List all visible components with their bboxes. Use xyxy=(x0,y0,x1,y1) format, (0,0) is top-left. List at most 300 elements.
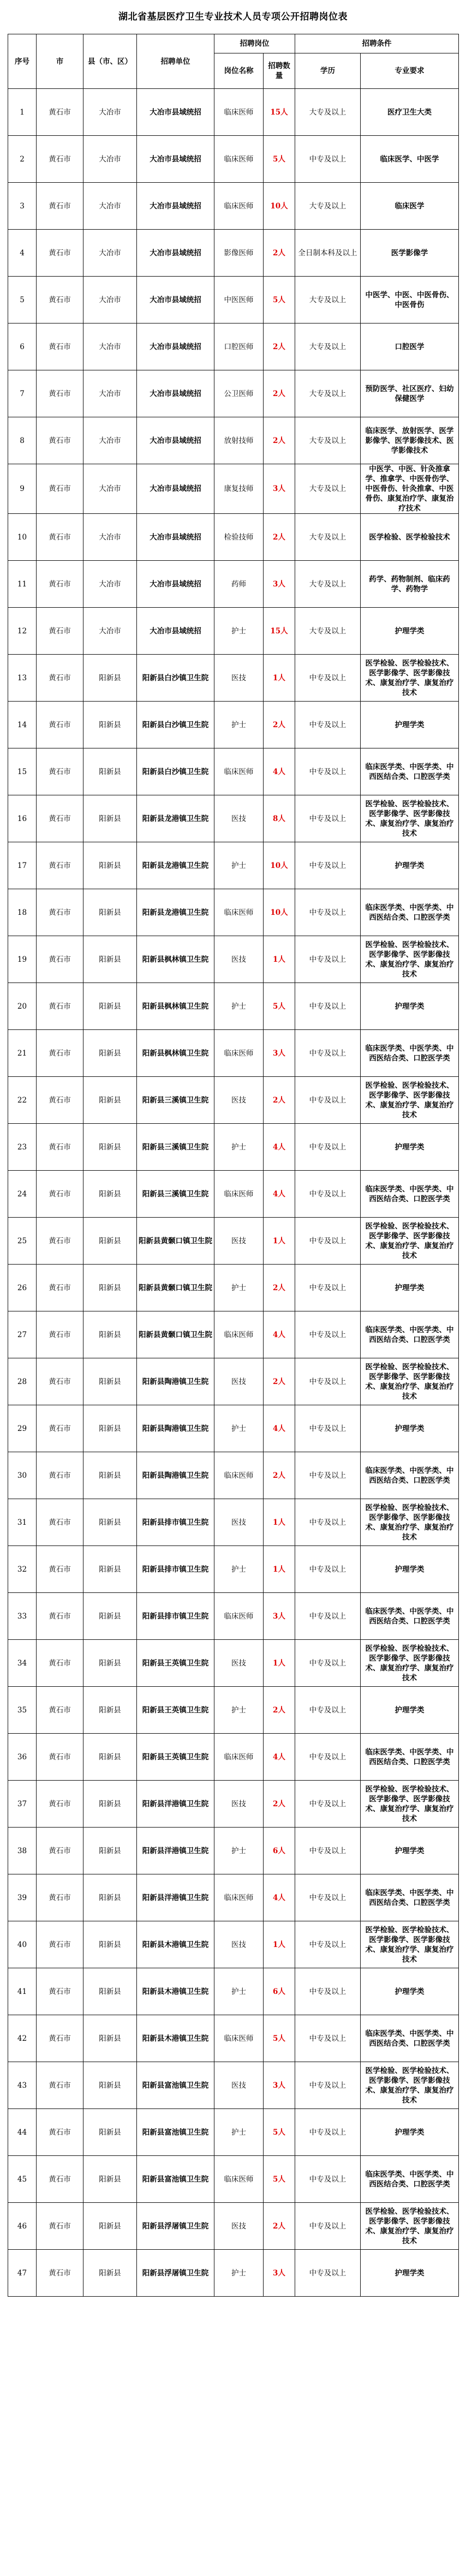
cell-count: 5人 xyxy=(264,983,295,1030)
cell-post: 护士 xyxy=(214,1265,264,1311)
cell-post: 护士 xyxy=(214,2109,264,2156)
cell-post: 医技 xyxy=(214,936,264,983)
cell-count: 3人 xyxy=(264,464,295,514)
cell-city: 黄石市 xyxy=(37,1499,83,1546)
cell-major: 护理学类 xyxy=(361,842,459,889)
cell-seq: 46 xyxy=(8,2203,37,2250)
cell-unit: 大冶市县域统招 xyxy=(137,514,214,561)
cell-edu: 中专及以上 xyxy=(295,842,361,889)
table-row xyxy=(8,2062,459,2109)
cell-seq: 14 xyxy=(8,702,37,748)
cell-post: 临床医师 xyxy=(214,1311,264,1358)
table-row xyxy=(8,1265,459,1311)
cell-unit: 阳新县枫林镇卫生院 xyxy=(137,936,214,983)
cell-city: 黄石市 xyxy=(37,1265,83,1311)
table-row xyxy=(8,1687,459,1734)
cell-city: 黄石市 xyxy=(37,1218,83,1265)
cell-city: 黄石市 xyxy=(37,1030,83,1077)
cell-major: 医学检验、医学检验技术、医学影像学、医学影像技术、康复治疗学、康复治疗技术 xyxy=(361,1781,459,1828)
cell-edu: 中专及以上 xyxy=(295,1311,361,1358)
cell-seq: 33 xyxy=(8,1593,37,1640)
cell-seq: 23 xyxy=(8,1124,37,1171)
cell-city: 黄石市 xyxy=(37,1781,83,1828)
cell-major: 护理学类 xyxy=(361,1828,459,1874)
cell-seq: 47 xyxy=(8,2250,37,2297)
cell-unit: 阳新县富池镇卫生院 xyxy=(137,2156,214,2203)
cell-county: 阳新县 xyxy=(83,702,137,748)
table-row xyxy=(8,417,459,464)
cell-city: 黄石市 xyxy=(37,1452,83,1499)
cell-count: 1人 xyxy=(264,1640,295,1687)
table-row xyxy=(8,2156,459,2203)
cell-count: 2人 xyxy=(264,1358,295,1405)
cell-count: 6人 xyxy=(264,1968,295,2015)
cell-edu: 中专及以上 xyxy=(295,2203,361,2250)
cell-county: 阳新县 xyxy=(83,1077,137,1124)
cell-edu: 大专及以上 xyxy=(295,561,361,608)
cell-seq: 37 xyxy=(8,1781,37,1828)
cell-edu: 中专及以上 xyxy=(295,1265,361,1311)
cell-unit: 大冶市县域统招 xyxy=(137,183,214,230)
cell-city: 黄石市 xyxy=(37,514,83,561)
cell-seq: 3 xyxy=(8,183,37,230)
cell-seq: 21 xyxy=(8,1030,37,1077)
cell-seq: 26 xyxy=(8,1265,37,1311)
cell-edu: 中专及以上 xyxy=(295,2015,361,2062)
cell-seq: 9 xyxy=(8,464,37,514)
cell-edu: 大专及以上 xyxy=(295,324,361,370)
cell-major: 护理学类 xyxy=(361,702,459,748)
table-row xyxy=(8,1311,459,1358)
table-row xyxy=(8,983,459,1030)
cell-count: 1人 xyxy=(264,1921,295,1968)
cell-unit: 阳新县王英镇卫生院 xyxy=(137,1640,214,1687)
cell-seq: 45 xyxy=(8,2156,37,2203)
cell-edu: 中专及以上 xyxy=(295,702,361,748)
cell-count: 4人 xyxy=(264,748,295,795)
table-row xyxy=(8,230,459,277)
cell-county: 阳新县 xyxy=(83,1968,137,2015)
cell-edu: 中专及以上 xyxy=(295,1124,361,1171)
cell-major: 医学检验、医学检验技术、医学影像学、医学影像技术、康复治疗学、康复治疗技术 xyxy=(361,1921,459,1968)
cell-seq: 44 xyxy=(8,2109,37,2156)
table-row xyxy=(8,1358,459,1405)
cell-major: 药学、药物制剂、临床药学、药物学 xyxy=(361,561,459,608)
cell-seq: 40 xyxy=(8,1921,37,1968)
cell-county: 阳新县 xyxy=(83,1828,137,1874)
cell-seq: 24 xyxy=(8,1171,37,1218)
cell-seq: 10 xyxy=(8,514,37,561)
cell-unit: 大冶市县域统招 xyxy=(137,230,214,277)
cell-major: 临床医学 xyxy=(361,183,459,230)
cell-post: 放射技师 xyxy=(214,417,264,464)
cell-post: 临床医师 xyxy=(214,1171,264,1218)
cell-major: 医学检验、医学检验技术、医学影像学、医学影像技术、康复治疗学、康复治疗技术 xyxy=(361,655,459,702)
cell-edu: 中专及以上 xyxy=(295,1546,361,1593)
cell-count: 4人 xyxy=(264,1171,295,1218)
cell-major: 医学检验、医学检验技术、医学影像学、医学影像技术、康复治疗学、康复治疗技术 xyxy=(361,936,459,983)
cell-major: 中医学、中医、针灸推拿学、推拿学、中医骨伤学、中医骨伤、针灸推拿、中医骨伤、康复治疗学、康复治疗技术 xyxy=(361,464,459,514)
cell-major: 预防医学、社区医疗、妇幼保健医学 xyxy=(361,370,459,417)
cell-edu: 中专及以上 xyxy=(295,1452,361,1499)
table-row xyxy=(8,702,459,748)
cell-major: 医学检验、医学检验技术、医学影像学、医学影像技术、康复治疗学、康复治疗技术 xyxy=(361,1499,459,1546)
cell-count: 2人 xyxy=(264,230,295,277)
cell-city: 黄石市 xyxy=(37,417,83,464)
cell-post: 中医医师 xyxy=(214,277,264,324)
cell-unit: 阳新县陶港镇卫生院 xyxy=(137,1452,214,1499)
header-county: 县（市、区） xyxy=(83,34,137,89)
cell-post: 护士 xyxy=(214,702,264,748)
header-post-group: 招聘岗位 xyxy=(214,34,295,53)
cell-seq: 17 xyxy=(8,842,37,889)
cell-count: 8人 xyxy=(264,795,295,842)
table-row xyxy=(8,2250,459,2297)
cell-county: 阳新县 xyxy=(83,1593,137,1640)
table-row xyxy=(8,1171,459,1218)
cell-unit: 阳新县白沙镇卫生院 xyxy=(137,702,214,748)
cell-seq: 42 xyxy=(8,2015,37,2062)
cell-county: 阳新县 xyxy=(83,1687,137,1734)
cell-count: 10人 xyxy=(264,842,295,889)
cell-city: 黄石市 xyxy=(37,561,83,608)
cell-county: 阳新县 xyxy=(83,2109,137,2156)
cell-post: 医技 xyxy=(214,655,264,702)
table-row xyxy=(8,608,459,655)
cell-count: 10人 xyxy=(264,183,295,230)
table-row xyxy=(8,1546,459,1593)
table-row xyxy=(8,1921,459,1968)
cell-major: 医学检验、医学检验技术、医学影像学、医学影像技术、康复治疗学、康复治疗技术 xyxy=(361,795,459,842)
cell-unit: 阳新县排市镇卫生院 xyxy=(137,1546,214,1593)
cell-major: 临床医学类、中医学类、中西医结合类、口腔医学类 xyxy=(361,2156,459,2203)
cell-edu: 中专及以上 xyxy=(295,2250,361,2297)
cell-major: 医学检验、医学检验技术 xyxy=(361,514,459,561)
table-row xyxy=(8,1874,459,1921)
cell-edu: 中专及以上 xyxy=(295,136,361,183)
table-row xyxy=(8,1781,459,1828)
cell-city: 黄石市 xyxy=(37,1921,83,1968)
cell-edu: 中专及以上 xyxy=(295,2156,361,2203)
cell-county: 阳新县 xyxy=(83,1124,137,1171)
cell-major: 医学检验、医学检验技术、医学影像学、医学影像技术、康复治疗学、康复治疗技术 xyxy=(361,2203,459,2250)
cell-county: 大冶市 xyxy=(83,370,137,417)
cell-unit: 阳新县白沙镇卫生院 xyxy=(137,655,214,702)
cell-seq: 19 xyxy=(8,936,37,983)
cell-city: 黄石市 xyxy=(37,1640,83,1687)
cell-city: 黄石市 xyxy=(37,842,83,889)
cell-count: 4人 xyxy=(264,1874,295,1921)
cell-city: 黄石市 xyxy=(37,2015,83,2062)
table-row xyxy=(8,1030,459,1077)
table-row xyxy=(8,2015,459,2062)
cell-county: 大冶市 xyxy=(83,608,137,655)
cell-count: 6人 xyxy=(264,1828,295,1874)
cell-county: 大冶市 xyxy=(83,561,137,608)
cell-count: 4人 xyxy=(264,1734,295,1781)
cell-post: 临床医师 xyxy=(214,1593,264,1640)
cell-post: 医技 xyxy=(214,1921,264,1968)
cell-unit: 阳新县三溪镇卫生院 xyxy=(137,1171,214,1218)
table-row xyxy=(8,89,459,136)
cell-county: 大冶市 xyxy=(83,464,137,514)
cell-unit: 阳新县白沙镇卫生院 xyxy=(137,748,214,795)
cell-unit: 阳新县王英镇卫生院 xyxy=(137,1734,214,1781)
cell-seq: 13 xyxy=(8,655,37,702)
table-row xyxy=(8,748,459,795)
cell-count: 1人 xyxy=(264,936,295,983)
cell-count: 2人 xyxy=(264,1265,295,1311)
cell-count: 2人 xyxy=(264,514,295,561)
cell-edu: 中专及以上 xyxy=(295,1218,361,1265)
table-row xyxy=(8,1077,459,1124)
cell-unit: 阳新县黄颡口镇卫生院 xyxy=(137,1265,214,1311)
cell-edu: 中专及以上 xyxy=(295,2109,361,2156)
cell-city: 黄石市 xyxy=(37,1405,83,1452)
cell-major: 护理学类 xyxy=(361,1124,459,1171)
cell-seq: 2 xyxy=(8,136,37,183)
cell-seq: 1 xyxy=(8,89,37,136)
cell-major: 医疗卫生大类 xyxy=(361,89,459,136)
cell-edu: 大专及以上 xyxy=(295,183,361,230)
cell-city: 黄石市 xyxy=(37,2062,83,2109)
cell-edu: 中专及以上 xyxy=(295,795,361,842)
cell-unit: 阳新县木港镇卫生院 xyxy=(137,1968,214,2015)
cell-edu: 中专及以上 xyxy=(295,1499,361,1546)
cell-post: 临床医师 xyxy=(214,1734,264,1781)
cell-edu: 中专及以上 xyxy=(295,889,361,936)
cell-unit: 阳新县富池镇卫生院 xyxy=(137,2109,214,2156)
cell-county: 阳新县 xyxy=(83,655,137,702)
cell-post: 药师 xyxy=(214,561,264,608)
cell-count: 1人 xyxy=(264,1218,295,1265)
cell-edu: 中专及以上 xyxy=(295,936,361,983)
cell-unit: 阳新县枫林镇卫生院 xyxy=(137,1030,214,1077)
cell-seq: 34 xyxy=(8,1640,37,1687)
cell-count: 1人 xyxy=(264,655,295,702)
cell-post: 影像医师 xyxy=(214,230,264,277)
cell-seq: 39 xyxy=(8,1874,37,1921)
cell-post: 护士 xyxy=(214,1968,264,2015)
cell-edu: 大专及以上 xyxy=(295,417,361,464)
cell-seq: 29 xyxy=(8,1405,37,1452)
cell-count: 2人 xyxy=(264,702,295,748)
cell-city: 黄石市 xyxy=(37,655,83,702)
cell-city: 黄石市 xyxy=(37,1874,83,1921)
cell-city: 黄石市 xyxy=(37,1968,83,2015)
cell-seq: 6 xyxy=(8,324,37,370)
cell-seq: 41 xyxy=(8,1968,37,2015)
cell-edu: 中专及以上 xyxy=(295,2062,361,2109)
cell-count: 4人 xyxy=(264,1405,295,1452)
cell-county: 阳新县 xyxy=(83,1030,137,1077)
cell-city: 黄石市 xyxy=(37,277,83,324)
table-row xyxy=(8,464,459,514)
header-row-1 xyxy=(8,34,459,53)
cell-city: 黄石市 xyxy=(37,1077,83,1124)
cell-edu: 大专及以上 xyxy=(295,277,361,324)
cell-city: 黄石市 xyxy=(37,183,83,230)
cell-major: 口腔医学 xyxy=(361,324,459,370)
cell-edu: 中专及以上 xyxy=(295,1874,361,1921)
cell-unit: 阳新县枫林镇卫生院 xyxy=(137,983,214,1030)
cell-unit: 阳新县三溪镇卫生院 xyxy=(137,1124,214,1171)
cell-unit: 大冶市县域统招 xyxy=(137,561,214,608)
cell-count: 2人 xyxy=(264,1077,295,1124)
cell-county: 阳新县 xyxy=(83,2203,137,2250)
table-row xyxy=(8,1640,459,1687)
cell-count: 3人 xyxy=(264,2062,295,2109)
cell-major: 医学检验、医学检验技术、医学影像学、医学影像技术、康复治疗学、康复治疗技术 xyxy=(361,1358,459,1405)
cell-seq: 16 xyxy=(8,795,37,842)
cell-major: 护理学类 xyxy=(361,983,459,1030)
cell-post: 护士 xyxy=(214,2250,264,2297)
cell-unit: 阳新县龙港镇卫生院 xyxy=(137,795,214,842)
cell-count: 2人 xyxy=(264,370,295,417)
cell-major: 临床医学类、中医学类、中西医结合类、口腔医学类 xyxy=(361,1874,459,1921)
table-row xyxy=(8,889,459,936)
cell-post: 康复技师 xyxy=(214,464,264,514)
cell-county: 大冶市 xyxy=(83,136,137,183)
cell-city: 黄石市 xyxy=(37,1311,83,1358)
cell-post: 医技 xyxy=(214,1218,264,1265)
cell-major: 临床医学类、中医学类、中西医结合类、口腔医学类 xyxy=(361,1171,459,1218)
cell-major: 临床医学类、中医学类、中西医结合类、口腔医学类 xyxy=(361,889,459,936)
cell-seq: 32 xyxy=(8,1546,37,1593)
cell-count: 15人 xyxy=(264,608,295,655)
cell-post: 医技 xyxy=(214,1781,264,1828)
cell-seq: 38 xyxy=(8,1828,37,1874)
header-city: 市 xyxy=(37,34,83,89)
cell-edu: 中专及以上 xyxy=(295,1734,361,1781)
header-count: 招聘数量 xyxy=(264,53,295,89)
cell-post: 护士 xyxy=(214,1546,264,1593)
cell-count: 2人 xyxy=(264,1687,295,1734)
cell-seq: 31 xyxy=(8,1499,37,1546)
cell-edu: 中专及以上 xyxy=(295,1781,361,1828)
cell-county: 大冶市 xyxy=(83,324,137,370)
cell-major: 中医学、中医、中医骨伤、中医骨伤 xyxy=(361,277,459,324)
cell-county: 阳新县 xyxy=(83,1640,137,1687)
cell-count: 10人 xyxy=(264,889,295,936)
cell-seq: 25 xyxy=(8,1218,37,1265)
cell-county: 阳新县 xyxy=(83,889,137,936)
table-row xyxy=(8,2203,459,2250)
table-body xyxy=(8,89,459,2297)
cell-post: 临床医师 xyxy=(214,1452,264,1499)
cell-city: 黄石市 xyxy=(37,889,83,936)
cell-post: 临床医师 xyxy=(214,89,264,136)
cell-edu: 中专及以上 xyxy=(295,1171,361,1218)
table-row xyxy=(8,183,459,230)
cell-city: 黄石市 xyxy=(37,1546,83,1593)
cell-major: 医学检验、医学检验技术、医学影像学、医学影像技术、康复治疗学、康复治疗技术 xyxy=(361,1218,459,1265)
cell-city: 黄石市 xyxy=(37,1734,83,1781)
table-row xyxy=(8,324,459,370)
cell-unit: 大冶市县域统招 xyxy=(137,464,214,514)
cell-post: 临床医师 xyxy=(214,1874,264,1921)
cell-county: 阳新县 xyxy=(83,983,137,1030)
cell-count: 5人 xyxy=(264,2015,295,2062)
cell-city: 黄石市 xyxy=(37,1828,83,1874)
table-row xyxy=(8,1452,459,1499)
cell-unit: 大冶市县域统招 xyxy=(137,417,214,464)
cell-seq: 30 xyxy=(8,1452,37,1499)
header-edu: 学历 xyxy=(295,53,361,89)
cell-major: 临床医学类、中医学类、中西医结合类、口腔医学类 xyxy=(361,2015,459,2062)
cell-city: 黄石市 xyxy=(37,2109,83,2156)
table-row xyxy=(8,1405,459,1452)
table-row xyxy=(8,1968,459,2015)
table-row xyxy=(8,1124,459,1171)
cell-county: 阳新县 xyxy=(83,1218,137,1265)
cell-county: 阳新县 xyxy=(83,1921,137,1968)
cell-count: 5人 xyxy=(264,277,295,324)
table-row xyxy=(8,1218,459,1265)
cell-unit: 大冶市县域统招 xyxy=(137,89,214,136)
cell-count: 1人 xyxy=(264,1546,295,1593)
cell-unit: 阳新县洋港镇卫生院 xyxy=(137,1874,214,1921)
cell-unit: 大冶市县域统招 xyxy=(137,608,214,655)
table-row xyxy=(8,795,459,842)
cell-unit: 阳新县排市镇卫生院 xyxy=(137,1499,214,1546)
cell-city: 黄石市 xyxy=(37,1124,83,1171)
cell-county: 大冶市 xyxy=(83,277,137,324)
cell-seq: 43 xyxy=(8,2062,37,2109)
cell-unit: 大冶市县域统招 xyxy=(137,370,214,417)
cell-count: 3人 xyxy=(264,561,295,608)
cell-unit: 阳新县排市镇卫生院 xyxy=(137,1593,214,1640)
cell-county: 阳新县 xyxy=(83,2062,137,2109)
cell-count: 4人 xyxy=(264,1124,295,1171)
cell-unit: 阳新县黄颡口镇卫生院 xyxy=(137,1218,214,1265)
cell-seq: 7 xyxy=(8,370,37,417)
cell-count: 2人 xyxy=(264,1781,295,1828)
cell-city: 黄石市 xyxy=(37,136,83,183)
cell-post: 医技 xyxy=(214,795,264,842)
cell-edu: 中专及以上 xyxy=(295,1405,361,1452)
cell-county: 阳新县 xyxy=(83,2015,137,2062)
cell-county: 阳新县 xyxy=(83,1265,137,1311)
cell-city: 黄石市 xyxy=(37,1687,83,1734)
cell-edu: 中专及以上 xyxy=(295,1687,361,1734)
cell-post: 医技 xyxy=(214,1499,264,1546)
cell-major: 护理学类 xyxy=(361,1265,459,1311)
cell-post: 医技 xyxy=(214,1077,264,1124)
cell-county: 阳新县 xyxy=(83,842,137,889)
cell-unit: 阳新县浮屠镇卫生院 xyxy=(137,2203,214,2250)
cell-major: 医学影像学 xyxy=(361,230,459,277)
table-row xyxy=(8,1499,459,1546)
recruitment-table xyxy=(8,34,459,2297)
cell-city: 黄石市 xyxy=(37,795,83,842)
cell-edu: 大专及以上 xyxy=(295,464,361,514)
cell-city: 黄石市 xyxy=(37,936,83,983)
cell-unit: 阳新县龙港镇卫生院 xyxy=(137,889,214,936)
cell-count: 2人 xyxy=(264,324,295,370)
cell-edu: 中专及以上 xyxy=(295,1968,361,2015)
cell-post: 口腔医师 xyxy=(214,324,264,370)
cell-major: 临床医学类、中医学类、中西医结合类、口腔医学类 xyxy=(361,1593,459,1640)
cell-city: 黄石市 xyxy=(37,230,83,277)
cell-county: 阳新县 xyxy=(83,1546,137,1593)
table-row xyxy=(8,842,459,889)
cell-unit: 大冶市县域统招 xyxy=(137,136,214,183)
table-row xyxy=(8,2109,459,2156)
cell-post: 护士 xyxy=(214,1687,264,1734)
cell-county: 大冶市 xyxy=(83,183,137,230)
cell-major: 医学检验、医学检验技术、医学影像学、医学影像技术、康复治疗学、康复治疗技术 xyxy=(361,1640,459,1687)
